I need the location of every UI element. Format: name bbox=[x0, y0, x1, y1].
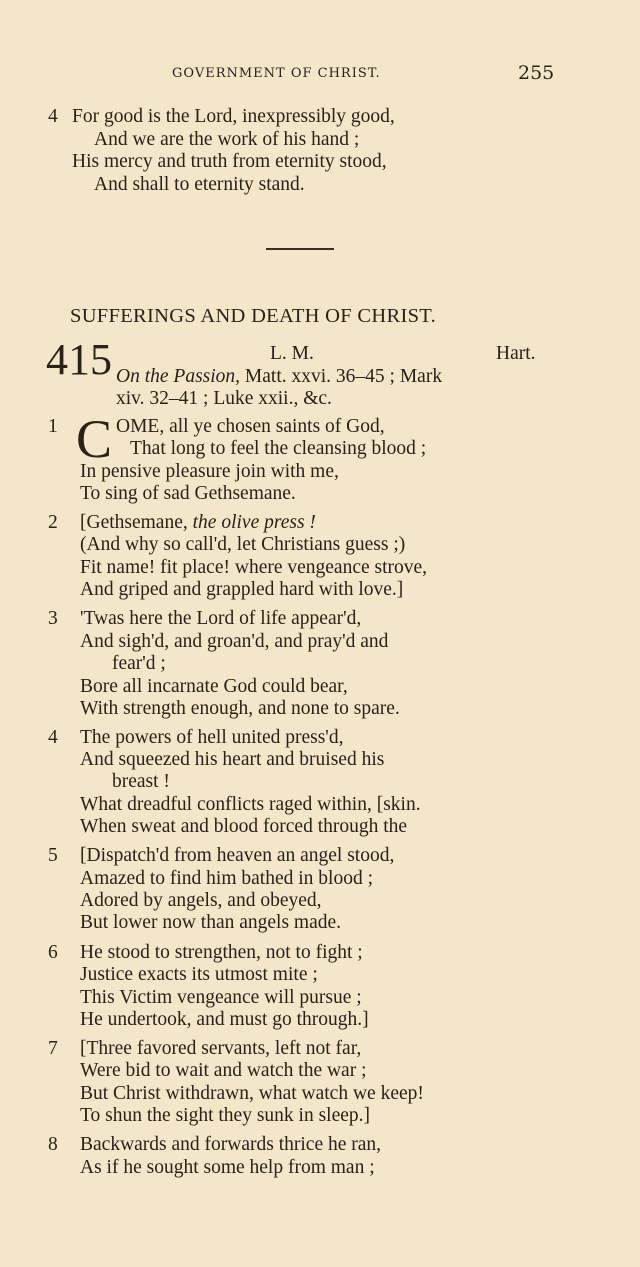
verse-line: Fit name! fit place! where vengeance strove, bbox=[80, 557, 428, 578]
verse-line: And shall to eternity stand. bbox=[94, 174, 305, 195]
verse-line: And griped and grappled hard with love.] bbox=[80, 579, 404, 600]
verse-line: To sing of sad Gethsemane. bbox=[80, 483, 296, 504]
verse-line: [Dispatch'd from heaven an angel stood, bbox=[80, 845, 395, 866]
verse-line: fear'd ; bbox=[112, 653, 166, 674]
verse-line: Were bid to wait and watch the war ; bbox=[80, 1060, 367, 1081]
stanza-number: 6 bbox=[48, 942, 58, 963]
hymn-meter: L. M. bbox=[270, 343, 314, 364]
stanza-number: 8 bbox=[48, 1134, 58, 1155]
verse-line: And squeezed his heart and bruised his bbox=[80, 749, 385, 770]
verse-line: To shun the sight they sunk in sleep.] bbox=[80, 1105, 371, 1126]
verse-line: As if he sought some help from man ; bbox=[80, 1157, 375, 1178]
stanza-number: 1 bbox=[48, 416, 58, 437]
verse-line: What dreadful conflicts raged within, [skin. bbox=[80, 794, 421, 815]
verse-line: He undertook, and must go through.] bbox=[80, 1009, 369, 1030]
stanza-number: 4 bbox=[48, 727, 58, 748]
verse-line: His mercy and truth from eternity stood, bbox=[72, 151, 387, 172]
running-head: GOVERNMENT OF CHRIST. bbox=[172, 66, 381, 81]
section-divider bbox=[266, 248, 334, 250]
verse-text: [Gethsemane, bbox=[80, 512, 193, 533]
verse-line: And we are the work of his hand ; bbox=[94, 129, 360, 150]
hymn-number: 415 bbox=[46, 335, 112, 384]
stanza-number: 4 bbox=[48, 106, 58, 127]
verse-line: [Three favored servants, left not far, bbox=[80, 1038, 362, 1059]
verse-line: Justice exacts its utmost mite ; bbox=[80, 964, 318, 985]
verse-line: Adored by angels, and obeyed, bbox=[80, 890, 322, 911]
scripture-reference: xiv. 32–41 ; Luke xxii., &c. bbox=[116, 388, 332, 409]
verse-line: The powers of hell united press'd, bbox=[80, 727, 344, 748]
verse-line: Backwards and forwards thrice he ran, bbox=[80, 1134, 382, 1155]
verse-line: This Victim vengeance will pursue ; bbox=[80, 987, 362, 1008]
verse-line: (And why so call'd, let Christians guess ;) bbox=[80, 534, 406, 555]
page-number: 255 bbox=[518, 62, 555, 84]
verse-line: That long to feel the cleansing blood ; bbox=[130, 438, 427, 459]
hymn-reference bbox=[116, 366, 442, 388]
verse-line: OME, all ye chosen saints of God, bbox=[116, 416, 385, 437]
page-header bbox=[0, 62, 640, 86]
stanza-number: 3 bbox=[48, 608, 58, 629]
stanza-number: 2 bbox=[48, 512, 58, 533]
verse-line: 'Twas here the Lord of life appear'd, bbox=[80, 608, 362, 629]
verse-line: But Christ withdrawn, what watch we keep! bbox=[80, 1083, 424, 1104]
verse-line: With strength enough, and none to spare. bbox=[80, 698, 400, 719]
verse-line: He stood to strengthen, not to fight ; bbox=[80, 942, 363, 963]
verse-line: And sigh'd, and groan'd, and pray'd and bbox=[80, 631, 389, 652]
verse-line: In pensive pleasure join with me, bbox=[80, 461, 339, 482]
scripture-reference: Matt. xxvi. 36–45 ; Mark bbox=[240, 366, 443, 387]
verse-line bbox=[80, 512, 316, 534]
verse-line: For good is the Lord, inexpressibly good, bbox=[72, 106, 395, 127]
verse-italic-text: the olive press ! bbox=[192, 512, 316, 533]
verse-line: Bore all incarnate God could bear, bbox=[80, 676, 348, 697]
drop-cap: C bbox=[76, 409, 113, 469]
hymn-title: On the Passion, bbox=[116, 366, 241, 387]
verse-line: But lower now than angels made. bbox=[80, 912, 342, 933]
hymn-author: Hart. bbox=[496, 343, 536, 364]
stanza-number: 5 bbox=[48, 845, 58, 866]
verse-line: When sweat and blood forced through the bbox=[80, 816, 408, 837]
section-title: SUFFERINGS AND DEATH OF CHRIST. bbox=[70, 305, 437, 327]
stanza-number: 7 bbox=[48, 1038, 58, 1059]
verse-line: breast ! bbox=[112, 771, 170, 792]
verse-line: Amazed to find him bathed in blood ; bbox=[80, 868, 373, 889]
